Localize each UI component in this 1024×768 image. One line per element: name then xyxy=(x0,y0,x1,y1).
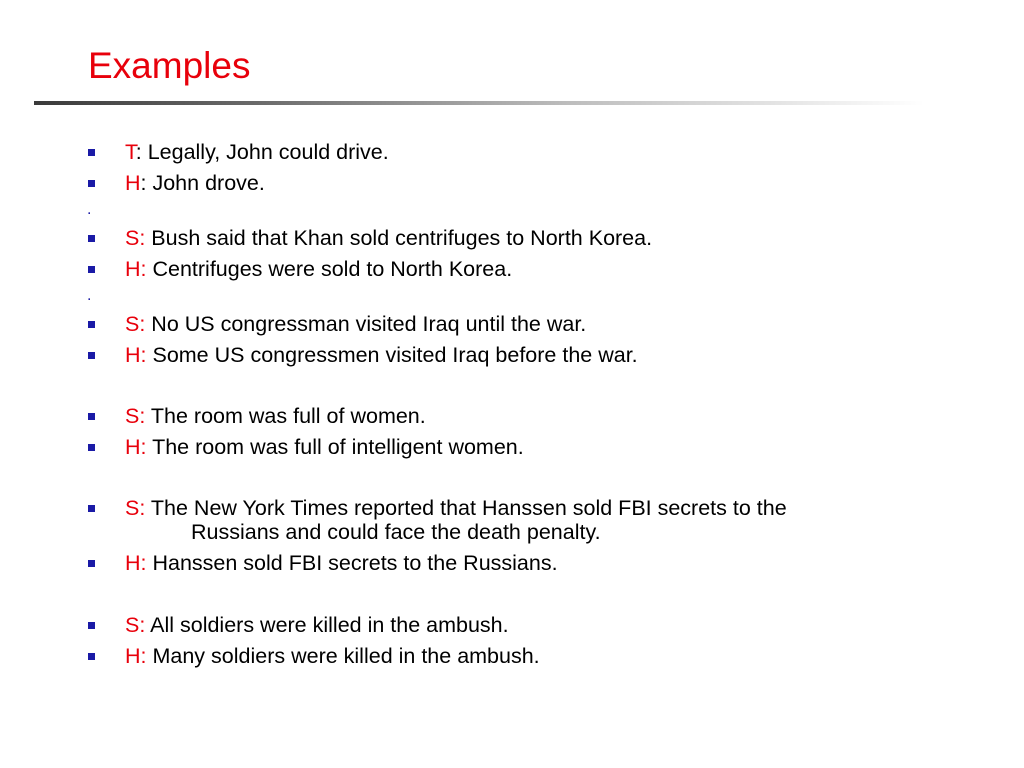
item-text xyxy=(125,495,945,545)
item-text xyxy=(125,139,945,165)
square-bullet-icon xyxy=(88,149,95,156)
item-body: All soldiers were killed in the ambush. xyxy=(145,613,509,637)
item-body: Some US congressmen visited Iraq before the war. xyxy=(146,343,638,367)
item-body: Many soldiers were killed in the ambush. xyxy=(146,644,540,668)
item-text xyxy=(125,434,945,460)
item-tag: T xyxy=(125,140,136,164)
item-body: : John drove. xyxy=(140,171,265,195)
item-body: : Legally, John could drive. xyxy=(135,140,389,164)
square-bullet-icon xyxy=(88,180,95,187)
item-body: The New York Times reported that Hanssen sold FBI secrets to the xyxy=(145,496,787,520)
item-body: Hanssen sold FBI secrets to the Russians. xyxy=(146,551,558,575)
square-bullet-icon xyxy=(88,235,95,242)
slide-title: Examples xyxy=(88,45,251,86)
square-bullet-icon xyxy=(88,653,95,660)
item-text xyxy=(125,311,945,337)
item-text xyxy=(125,403,945,429)
item-body: The room was full of women. xyxy=(145,404,426,428)
item-tag: S: xyxy=(125,226,146,250)
square-bullet-icon xyxy=(88,352,95,359)
item-tag: H xyxy=(125,171,141,195)
square-bullet-icon xyxy=(88,560,95,567)
item-tag: S: xyxy=(125,404,146,428)
item-tag: S: xyxy=(125,496,146,520)
item-body: Centrifuges were sold to North Korea. xyxy=(146,257,513,281)
item-tag: S: xyxy=(125,312,146,336)
item-tag: H: xyxy=(125,644,147,668)
item-body: The room was full of intelligent women. xyxy=(146,435,524,459)
square-bullet-icon xyxy=(88,622,95,629)
item-text xyxy=(125,550,945,576)
item-continuation: Russians and could face the death penalty. xyxy=(191,520,601,544)
item-text xyxy=(125,256,945,282)
item-text xyxy=(125,225,945,251)
item-text xyxy=(125,170,945,196)
item-body: No US congressman visited Iraq until the war. xyxy=(145,312,587,336)
item-text xyxy=(125,612,945,638)
item-tag: S: xyxy=(125,613,146,637)
square-bullet-icon xyxy=(88,505,95,512)
item-tag: H: xyxy=(125,257,147,281)
square-bullet-icon xyxy=(88,444,95,451)
square-bullet-icon xyxy=(88,266,95,273)
item-tag: H: xyxy=(125,435,147,459)
item-body: Bush said that Khan sold centrifuges to North Korea. xyxy=(145,226,653,250)
item-tag: H: xyxy=(125,343,147,367)
separator-dot: . xyxy=(87,287,92,304)
item-text xyxy=(125,643,945,669)
item-tag: H: xyxy=(125,551,147,575)
square-bullet-icon xyxy=(88,321,95,328)
square-bullet-icon xyxy=(88,413,95,420)
separator-dot: . xyxy=(87,201,92,218)
item-text xyxy=(125,342,945,368)
